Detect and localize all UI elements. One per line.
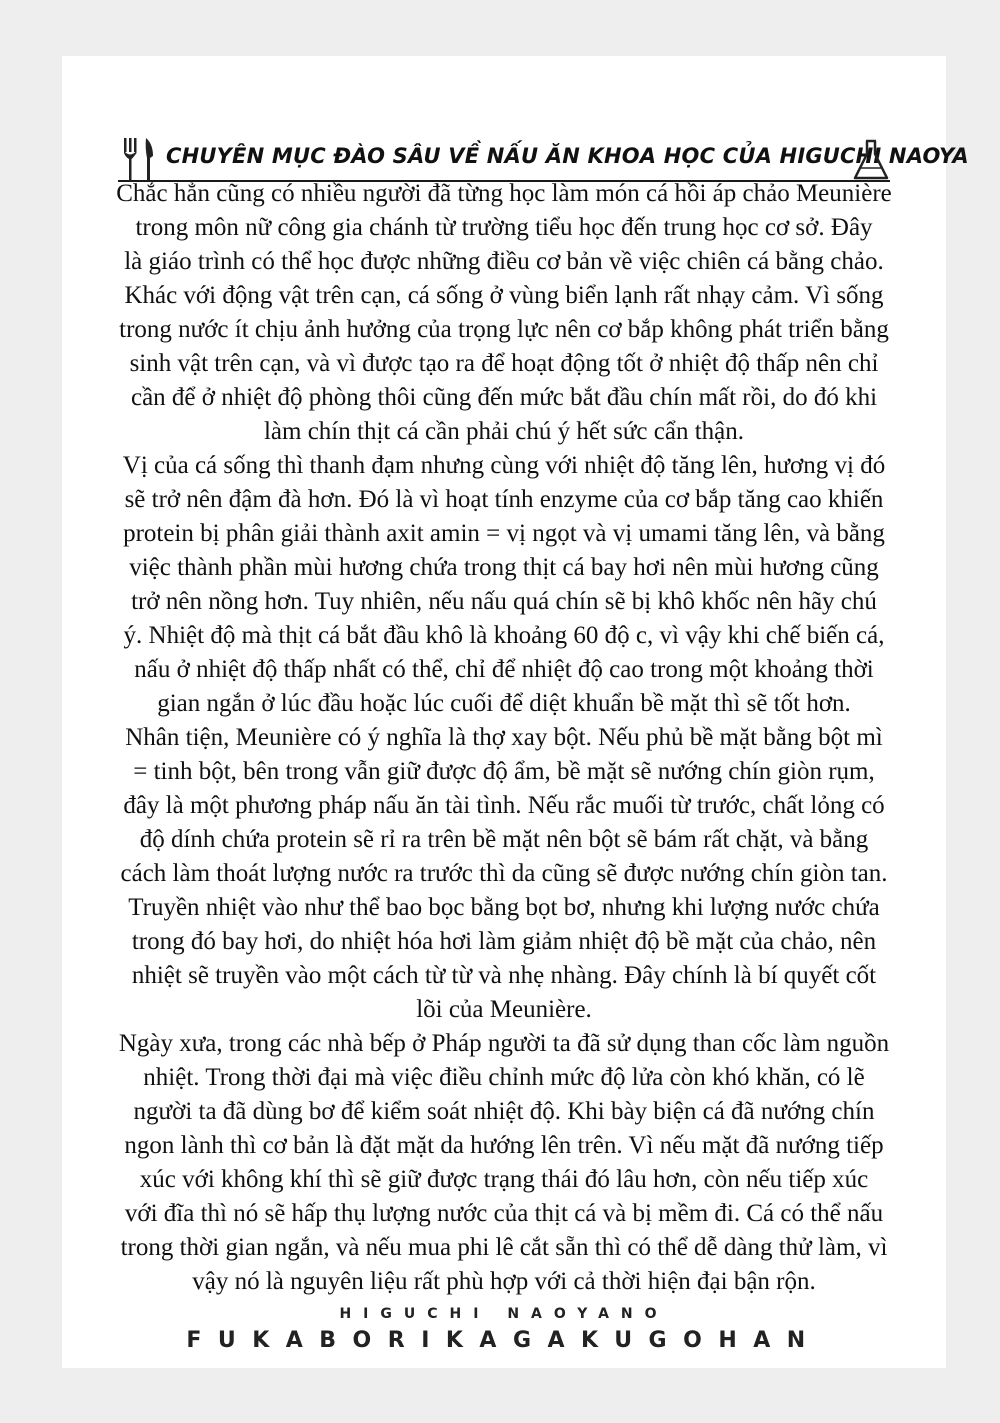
text-line: Truyền nhiệt vào như thể bao bọc bằng bọt bơ, nhưng khi lượng nước chứa bbox=[128, 894, 880, 921]
text-line: nhiệt. Trong thời đại mà việc điều chỉnh mức độ lửa còn khó khăn, có lẽ bbox=[143, 1064, 865, 1091]
text-line: Vị của cá sống thì thanh đạm nhưng cùng với nhiệt độ tăng lên, hương vị đó bbox=[122, 452, 886, 479]
footer-series-line-2: FUKABORIKAGAKUGOHAN bbox=[186, 1328, 822, 1353]
text-line: làm chín thịt cá cần phải chú ý hết sức cẩn thận. bbox=[263, 418, 745, 445]
text-line: trong nước ít chịu ảnh hưởng của trọng lực nên cơ bắp không phát triển bằng bbox=[119, 316, 889, 343]
text-line: độ dính chứa protein sẽ rỉ ra trên bề mặt nên bột sẽ bám rất chặt, và bằng bbox=[139, 826, 869, 853]
text-line: trong đó bay hơi, do nhiệt hóa hơi làm giảm nhiệt độ bề mặt của chảo, nên bbox=[131, 928, 877, 955]
text-line: vậy nó là nguyên liệu rất phù hợp với cả thời hiện đại bận rộn. bbox=[192, 1268, 816, 1295]
text-line: nấu ở nhiệt độ thấp nhất có thể, chỉ để nhiệt độ cao trong một khoảng thời bbox=[134, 656, 874, 683]
flask-icon bbox=[852, 138, 890, 182]
page-panel bbox=[62, 56, 969, 1368]
text-line: với đĩa thì nó sẽ hấp thụ lượng nước của thịt cá và bị mềm đi. Cá có thể nấu bbox=[124, 1200, 884, 1227]
text-line: ngon lành thì cơ bản là đặt mặt da hướng lên trên. Vì nếu mặt đã nướng tiếp bbox=[124, 1132, 884, 1159]
column-title: CHUYÊN MỤC ĐÀO SÂU VỀ NẤU ĂN KHOA HỌC CỦA HIGUCHI NAOYA bbox=[166, 144, 969, 168]
footer-series-line-1: HIGUCHI NAOYANO bbox=[339, 1306, 669, 1322]
text-line: người ta đã dùng bơ để kiểm soát nhiệt độ. Khi bày biện cá đã nướng chín bbox=[133, 1098, 875, 1125]
text-line: xúc với không khí thì sẽ giữ được trạng thái đó lâu hơn, còn nếu tiếp xúc bbox=[139, 1166, 869, 1193]
article-body bbox=[80, 177, 928, 1299]
text-line: Ngày xưa, trong các nhà bếp ở Pháp người ta đã sử dụng than cốc làm nguồn bbox=[118, 1030, 890, 1057]
text-line: Khác với động vật trên cạn, cá sống ở vùng biển lạnh rất nhạy cảm. Vì sống bbox=[124, 282, 884, 309]
text-line: = tinh bột, bên trong vẫn giữ được độ ẩm, bề mặt sẽ nướng chín giòn rụm, bbox=[133, 758, 875, 785]
fork-knife-icon bbox=[122, 136, 156, 182]
text-line: sinh vật trên cạn, và vì được tạo ra để hoạt động tốt ở nhiệt độ thấp nên chỉ bbox=[129, 350, 879, 377]
text-line: đây là một phương pháp nấu ăn tài tình. Nếu rắc muối từ trước, chất lỏng có bbox=[123, 792, 885, 819]
text-line: Chắc hẳn cũng có nhiều người đã từng học làm món cá hồi áp chảo Meunière bbox=[116, 180, 892, 207]
text-line: cách làm thoát lượng nước ra trước thì da cũng sẽ được nướng chín giòn tan. bbox=[120, 860, 888, 887]
text-line: trở nên nồng hơn. Tuy nhiên, nếu nấu quá chín sẽ bị khô khốc nên hãy chú bbox=[131, 588, 877, 615]
text-line: trong môn nữ công gia chánh từ trường tiểu học đến trung học cơ sở. Đây bbox=[135, 214, 873, 241]
text-line: ý. Nhiệt độ mà thịt cá bắt đầu khô là khoảng 60 độ c, vì vậy khi chế biến cá, bbox=[123, 622, 885, 649]
text-line: gian ngắn ở lúc đầu hoặc lúc cuối để diệt khuẩn bề mặt thì sẽ tốt hơn. bbox=[157, 690, 851, 717]
text-line: là giáo trình có thể học được những điều cơ bản về việc chiên cá bằng chảo. bbox=[124, 248, 884, 275]
text-line: nhiệt sẽ truyền vào một cách từ từ và nhẹ nhàng. Đây chính là bí quyết cốt bbox=[131, 962, 877, 989]
text-line: Nhân tiện, Meunière có ý nghĩa là thợ xay bột. Nếu phủ bề mặt bằng bột mì bbox=[125, 724, 883, 751]
text-line: protein bị phân giải thành axit amin = vị ngọt và vị umami tăng lên, và bằng bbox=[123, 520, 885, 547]
text-line: sẽ trở nên đậm đà hơn. Đó là vì hoạt tính enzyme của cơ bắp tăng cao khiến bbox=[124, 486, 884, 513]
text-line: lõi của Meunière. bbox=[416, 996, 592, 1023]
text-line: trong thời gian ngắn, và nếu mua phi lê cắt sẵn thì có thể dễ dàng thử làm, vì bbox=[120, 1234, 888, 1261]
text-line: cần để ở nhiệt độ phòng thôi cũng đến mức bắt đầu chín mất rồi, do đó khi bbox=[130, 384, 878, 411]
text-line: việc thành phần mùi hương chứa trong thịt cá bay hơi nên mùi hương cũng bbox=[129, 554, 879, 581]
